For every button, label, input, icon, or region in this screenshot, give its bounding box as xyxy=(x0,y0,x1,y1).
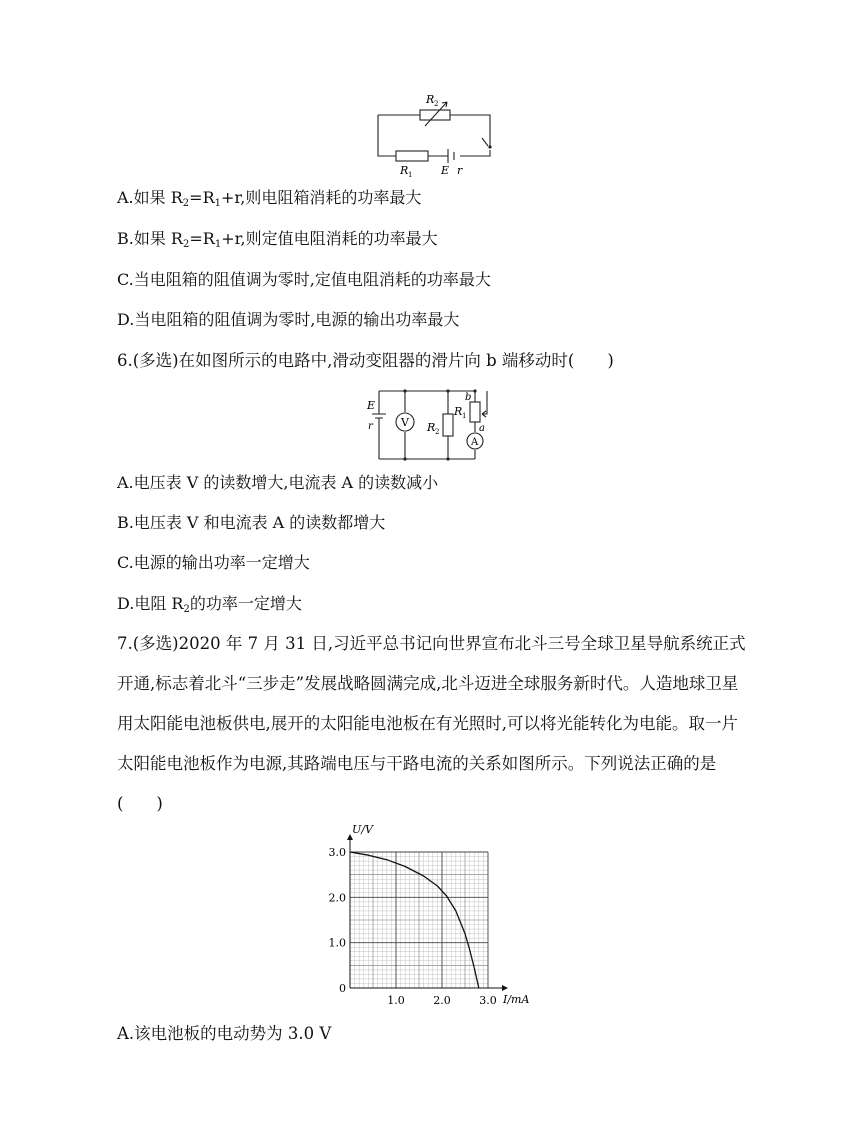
fig2-r2-subscript: 2 xyxy=(435,428,440,436)
x-tick-label: 2.0 xyxy=(433,994,451,1007)
fig2-a-end-label: a xyxy=(479,423,485,434)
x-tick-label: 3.0 xyxy=(479,994,497,1007)
q5-option-a: A.如果 $R_2=R_1+r$,则电阻箱消耗的功率最大 xyxy=(117,188,422,209)
fig2-r1-label: R xyxy=(454,405,463,418)
y-tick-label: 3.0 xyxy=(328,846,346,859)
q6-stem: 6.(多选)在如图所示的电路中,滑动变阻器的滑片向 b 端移动时( ) xyxy=(117,351,614,370)
q5-option-c: C.当电阻箱的阻值调为零时,定值电阻消耗的功率最大 xyxy=(117,270,491,289)
fig2-r1-subscript: 1 xyxy=(462,412,467,420)
q7-option-a: A.该电池板的电动势为 3.0 V xyxy=(117,1024,332,1043)
x-tick-label: 1.0 xyxy=(387,994,405,1007)
y-tick-label: 2.0 xyxy=(328,891,346,905)
e-label: E xyxy=(441,164,450,177)
u-i-chart xyxy=(320,820,540,1010)
fig2-r2-label: R xyxy=(427,421,436,434)
voltmeter-symbol: V xyxy=(401,416,409,429)
q6-option-b: B.电压表 V 和电流表 A 的读数都增大 xyxy=(117,513,386,532)
fig2-b-end-label: b xyxy=(465,392,472,403)
y-tick-label: 1.0 xyxy=(328,936,346,950)
q7-stem: 7.(多选)2020 年 7 月 31 日,习近平总书记向世界宣布北斗三号全球卫星导航系统正式开通,标志着北斗“三步走”发展战略圆满完成,北斗迈进全球服务新时代。人造地球卫星用太阳能电池板供电,展开的太阳能电池板在有光照时,可以将光能转化为电能。取一片太阳能电池板作为电源,其路端电压与干路电流的关系如图所示。下列说法正确的是( ) xyxy=(117,634,746,813)
chart-minor-grid xyxy=(350,852,488,988)
x-axis-arrow xyxy=(502,985,508,991)
x-axis-label: I/mA xyxy=(503,993,530,1006)
r1-label: R xyxy=(400,164,409,177)
y-axis-label: U/V xyxy=(352,823,373,836)
y-tick-label: 0 xyxy=(339,982,346,995)
q5-option-b: B.如果 $R_2=R_1+r$,则定值电阻消耗的功率最大 xyxy=(117,229,438,250)
circuit-figure-1 xyxy=(370,88,500,178)
q5-option-d: D.当电阻箱的阻值调为零时,电源的输出功率最大 xyxy=(117,310,460,329)
q6-option-a: A.电压表 V 的读数增大,电流表 A 的读数减小 xyxy=(117,473,439,492)
fig2-e-label: E xyxy=(367,399,376,412)
chart-axes xyxy=(347,834,508,991)
r2-label: R xyxy=(426,93,435,106)
q6-option-d: D.电阻 $R_2$的功率一定增大 xyxy=(117,594,302,615)
ammeter-symbol: A xyxy=(471,437,479,448)
q6-option-c: C.电源的输出功率一定增大 xyxy=(117,553,310,572)
fig2-r-label: r xyxy=(368,421,373,432)
circuit-figure-2 xyxy=(365,384,500,466)
r1-subscript: 1 xyxy=(408,171,413,178)
r-label: r xyxy=(457,164,463,177)
r2-subscript: 2 xyxy=(434,100,439,108)
